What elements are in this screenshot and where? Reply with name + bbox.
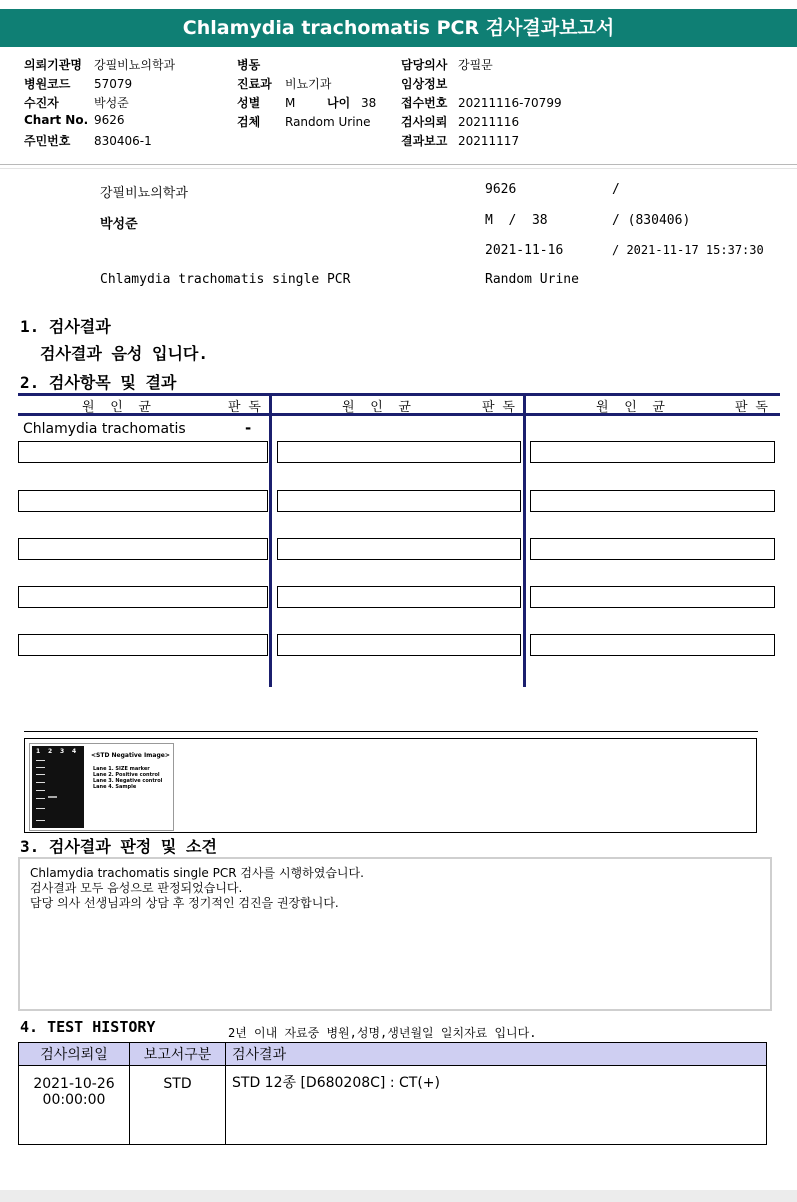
gel-legend-line: Lane 1. SIZE marker <box>93 766 150 772</box>
header-value: 비뇨기과 <box>285 77 332 91</box>
column-header-reading: 판 독 <box>482 400 515 415</box>
lane-number: 4 <box>72 748 77 755</box>
gel-band <box>36 782 45 783</box>
column-header-organism: 원 인 균 <box>596 400 665 415</box>
result-cell <box>18 634 268 656</box>
section-2-title: 2. 검사항목 및 결과 <box>20 373 177 392</box>
gel-band <box>36 760 45 761</box>
hospital-name: 강필비뇨의학과 <box>100 186 188 201</box>
header-key: 수진자 <box>24 96 59 110</box>
result-cell <box>277 490 521 512</box>
header-value: Random Urine <box>285 115 371 129</box>
header-key: Chart No. <box>24 113 89 127</box>
history-header: 검사결과 <box>226 1043 767 1066</box>
header-value: 강필비뇨의학과 <box>94 58 176 72</box>
lane-number: 2 <box>48 748 53 755</box>
header-col-1 <box>24 56 175 151</box>
header-col-2 <box>237 56 376 132</box>
result-cell <box>530 490 775 512</box>
header-key: 성별 <box>237 96 261 110</box>
history-table <box>18 1042 767 1130</box>
result-cell <box>277 586 521 608</box>
chart-separator: / <box>612 182 620 197</box>
header-key: 접수번호 <box>401 96 448 110</box>
organism-result: - <box>245 419 252 437</box>
header-key: 검사의뢰 <box>401 115 448 129</box>
opinion-line: Chlamydia trachomatis single PCR 검사를 시행하였습니다. <box>30 866 364 880</box>
result-cell <box>530 634 775 656</box>
gel-band <box>36 774 45 775</box>
header-value: 박성준 <box>94 96 129 110</box>
history-date-cell <box>19 1066 130 1145</box>
organism-name: Chlamydia trachomatis <box>23 421 186 437</box>
header-key: 의뢰기관명 <box>24 58 82 72</box>
gel-heading: <STD Negative Image> <box>91 752 170 759</box>
result-cell <box>277 538 521 560</box>
header-key: 병원코드 <box>24 77 71 91</box>
history-header: 보고서구분 <box>130 1043 226 1066</box>
header-key: 검체 <box>237 115 261 129</box>
column-divider-2 <box>523 393 526 687</box>
result-summary: 검사결과 음성 입니다. <box>40 344 209 363</box>
column-header-reading: 판 독 <box>735 400 768 415</box>
header-value: 830406-1 <box>94 134 152 148</box>
lane-number: 3 <box>60 748 65 755</box>
history-time: 00:00:00 <box>42 1092 106 1108</box>
header-key: 병동 <box>237 58 261 72</box>
specimen-type: Random Urine <box>485 272 579 287</box>
header-key: 임상정보 <box>401 77 448 91</box>
opinion-line: 담당 의사 선생님과의 상담 후 정기적인 검진을 권장합니다. <box>30 896 339 910</box>
footer-bar <box>0 1190 797 1202</box>
header-value: 20211116 <box>458 115 520 129</box>
gel-band <box>36 790 45 791</box>
column-header-organism: 원 인 균 <box>342 400 411 415</box>
result-cell <box>18 538 268 560</box>
result-cell <box>18 490 268 512</box>
header-value: 20211117 <box>458 134 520 148</box>
opinion-line: 검사결과 모두 음성으로 판정되었습니다. <box>30 881 243 895</box>
sex-age: M / 38 <box>485 213 548 228</box>
opinion-box <box>18 857 772 1011</box>
result-cell <box>530 441 775 463</box>
result-cell <box>277 634 521 656</box>
result-cell <box>530 586 775 608</box>
result-cell <box>18 586 268 608</box>
gel-legend-line: Lane 3. Negative control <box>93 778 163 784</box>
header-key: 진료과 <box>237 77 272 91</box>
test-name: Chlamydia trachomatis single PCR <box>100 272 351 287</box>
gel-band <box>36 767 45 768</box>
header-value: 9626 <box>94 113 125 127</box>
age-value: 38 <box>361 96 377 110</box>
section-4-title: 4. TEST HISTORY <box>20 1018 156 1036</box>
gel-legend-line: Lane 2. Positive control <box>93 772 160 778</box>
column-header-organism: 원 인 균 <box>82 400 151 415</box>
header-value: M <box>285 96 296 110</box>
header-key: 결과보고 <box>401 134 448 148</box>
header-key: 담당의사 <box>401 58 448 72</box>
gel-legend <box>93 766 162 790</box>
history-header: 검사의뢰일 <box>19 1043 130 1066</box>
history-type: STD <box>130 1066 226 1145</box>
image-section-rule <box>24 731 758 732</box>
request-date: 2021-11-16 <box>485 243 564 258</box>
header-value: 20211116-70799 <box>458 96 562 110</box>
header-divider <box>0 164 797 165</box>
lane-number: 1 <box>36 748 41 755</box>
result-cell <box>530 538 775 560</box>
birth-date: / (830406) <box>612 213 691 228</box>
age-label: 나이 <box>327 96 351 110</box>
header-col-3 <box>401 56 562 151</box>
gel-band <box>48 796 57 798</box>
header-key: 주민번호 <box>24 134 71 148</box>
gel-band <box>36 798 45 799</box>
column-header-reading: 판 독 <box>228 400 261 415</box>
history-note: 2년 이내 자료중 병원,성명,생년월일 일치자료 입니다. <box>228 1026 537 1040</box>
header-divider-2 <box>0 168 797 169</box>
gel-photo <box>32 746 84 828</box>
result-cell <box>277 441 521 463</box>
result-cell <box>18 441 268 463</box>
header-value: 57079 <box>94 77 133 91</box>
section-1-title: 1. 검사결과 <box>20 317 111 336</box>
report-title: Chlamydia trachomatis PCR 검사결과보고서 <box>0 9 797 47</box>
gel-band <box>36 820 45 821</box>
report-datetime: / 2021-11-17 15:37:30 <box>612 243 764 257</box>
column-divider-1 <box>269 393 272 687</box>
header-value: 강필문 <box>458 58 493 72</box>
gel-legend-line: Lane 4. Sample <box>93 784 137 790</box>
history-result: STD 12종 [D680208C] : CT(+) <box>226 1066 767 1145</box>
gel-image <box>29 743 174 831</box>
chart-number: 9626 <box>485 182 517 197</box>
history-date: 2021-10-26 <box>33 1076 115 1092</box>
section-3-title: 3. 검사결과 판정 및 소견 <box>20 837 217 856</box>
table-row <box>19 1066 767 1145</box>
patient-name: 박성준 <box>100 217 138 232</box>
gel-band <box>36 808 45 809</box>
